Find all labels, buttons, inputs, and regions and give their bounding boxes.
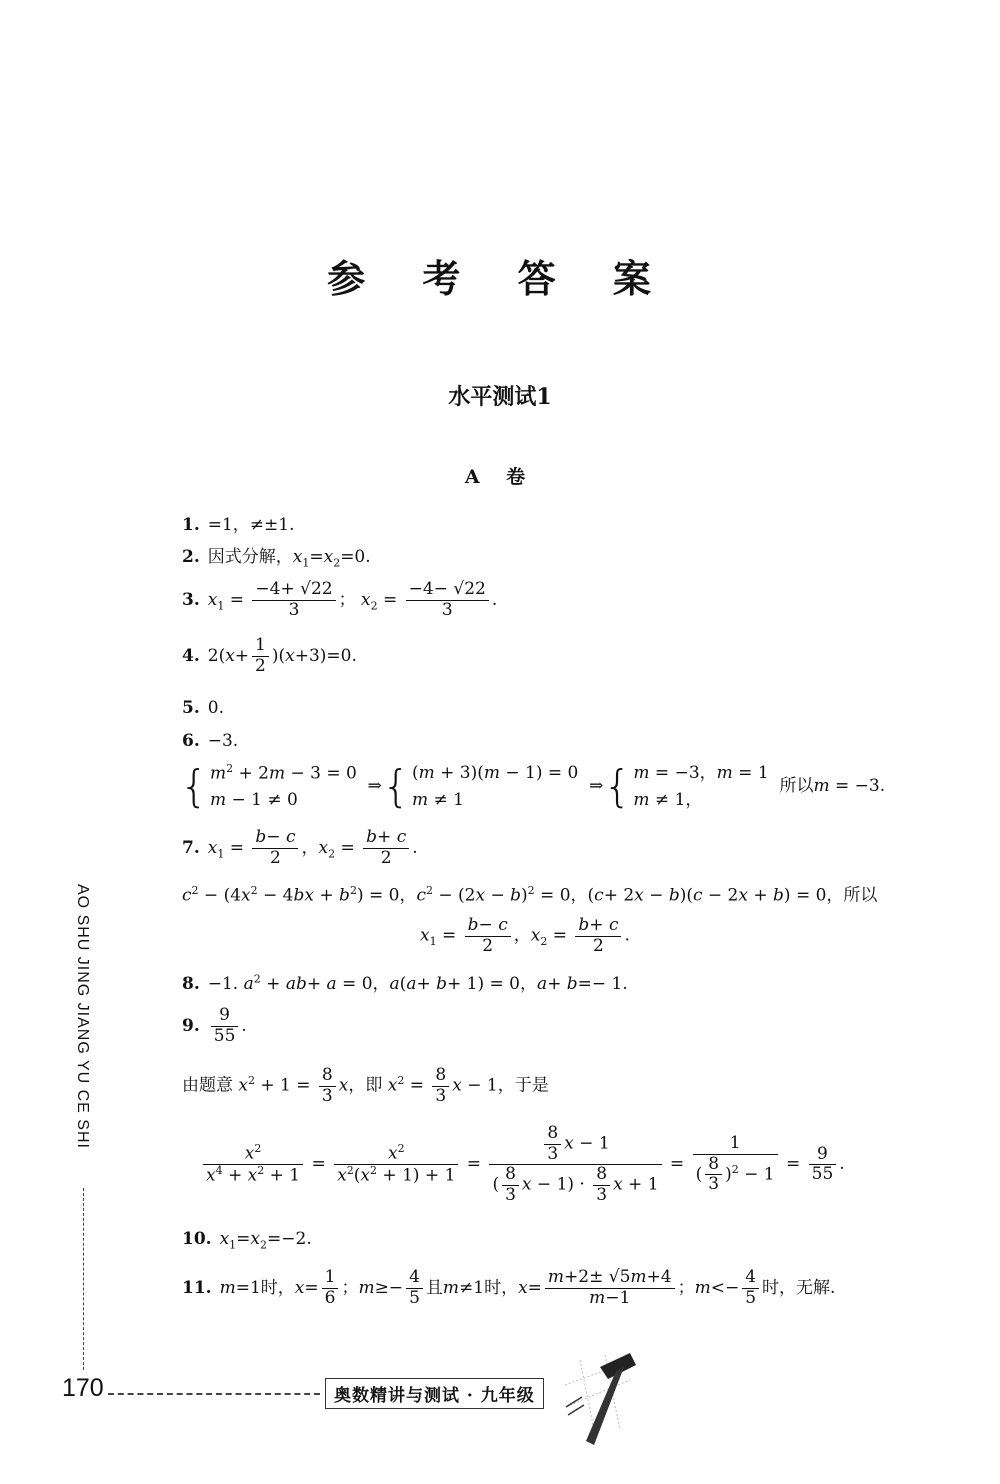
answer-7 [182,828,418,868]
side-dashed-rule [83,1188,84,1370]
answer-number: 6. [182,731,200,751]
answer-11 [182,1268,835,1308]
answer-4 [182,636,357,676]
answer-text: 因式分解， [207,547,293,567]
answer-number: 3. [182,589,200,610]
answer-number: 10. [182,1229,212,1249]
answer-6 [182,730,238,752]
answer-text: 0. [207,698,224,718]
answer-text: 由题意 [182,1075,233,1096]
answer-10 [182,1228,312,1253]
answer-formula: $x_1$ = $\frac{-4+ √22}{3}$ ； $x_2$ = $\frac{-4- √22}{3}$ . [207,579,498,620]
answer-1 [182,514,295,536]
answer-text: −3. [207,731,239,751]
answer-3 [182,580,497,620]
answer-number: 5. [182,698,200,718]
answer-text: ，即 [348,1075,383,1096]
hammer-icon [560,1345,670,1455]
answer-number: 11. [182,1277,212,1298]
answer-6-derivation: { $m^2 + 2m - 3 = 0$ m − 1 ≠ 0 ⇒{ (m + 3)(m − 1) = 0 m ≠ 1 ⇒{ m = −3，m = 1 m ≠ 1， 所以m = −3. [180,760,886,812]
answer-formula: m=1时，x= $\frac{1}{6}$ ；m≥− $\frac{4}{5}$ 且m≠1时，x= $\frac{m+2\pm √5m+4}{m-1}$ ；m<− $\frac{4}{5}$ 时，无解. [219,1267,836,1308]
answer-number: 7. [182,837,200,858]
answer-7-result: $x_1$ = $\frac{b- c}{2}$ ，$x_2$ = $\frac{b+ c}{2}$ . [420,915,630,956]
answer-formula: $x_1$ = $\frac{b- c}{2}$ ，$x_2$ = $\frac{b+ c}{2}$ . [207,827,418,868]
subsection-heading: A 卷 [464,466,536,488]
answer-number: 9. [182,1015,200,1036]
footer-book-title: 奥数精讲与测试 · 九年级 [325,1378,544,1409]
answer-formula: −1. $a^2 + ab+ a = 0$，a(a+ b+ 1) = 0，a+ b=− 1. [207,972,628,994]
section-heading: 水平测试1 [448,384,552,410]
answer-9 [182,1006,247,1046]
answer-formula: $\frac{9}{55}$ . [208,1016,247,1036]
answer-formula: $x_1=x_2=-2$. [219,1229,312,1252]
answer-2 [182,546,371,571]
side-running-title: AO SHU JING JIANG YU CE SHI [74,884,91,1149]
answer-text: ，所以 [826,885,878,906]
answer-number: 4. [182,645,200,666]
page-title: 参 考 答 案 [327,256,673,301]
page-number: 170 [62,1374,104,1402]
answer-9-computation: $\frac{x^2}{x^4 + x^2 + 1}$ = $\frac{x^2}{x^2(x^2 + 1) + 1}$ = $\frac{8}{3}$ x − 1 ( $\frac{8}{3}$ x − 1) · $\frac{8}{3}$ x + 1 = 1 ( $\frac{8}{3}$ )$^2$ − 1 = $\frac{9}{55}$ . [200,1124,845,1205]
answer-8 [182,972,628,995]
answer-number: 8. [182,973,200,994]
answer-formula: 2(x+ $\frac{1}{2}$ )(x+3)=0. [207,635,357,676]
answer-5 [182,697,224,719]
answer-text: 所以 [779,776,814,797]
answer-text: =1，≠±1. [207,515,295,535]
answer-number: 1. [182,515,200,535]
answer-7-derivation: $c^2 - (4x^2 - 4bx + b^2) = 0$，$c^2 - (2x - b)^2 = 0$，(c+ 2x − b)(c − 2x + b) = 0，所以 [182,884,878,906]
answer-text: ，于是 [497,1075,549,1096]
footer-dashed-rule [108,1393,320,1395]
answer-9-derivation: 由题意 $x^2 + 1$ = $\frac{8}{3}$ x，即 $x^2$ = $\frac{8}{3}$ x − 1，于是 [182,1065,549,1106]
answer-number: 2. [182,547,200,567]
answer-formula: $x_1=x_2=0$. [292,547,371,570]
